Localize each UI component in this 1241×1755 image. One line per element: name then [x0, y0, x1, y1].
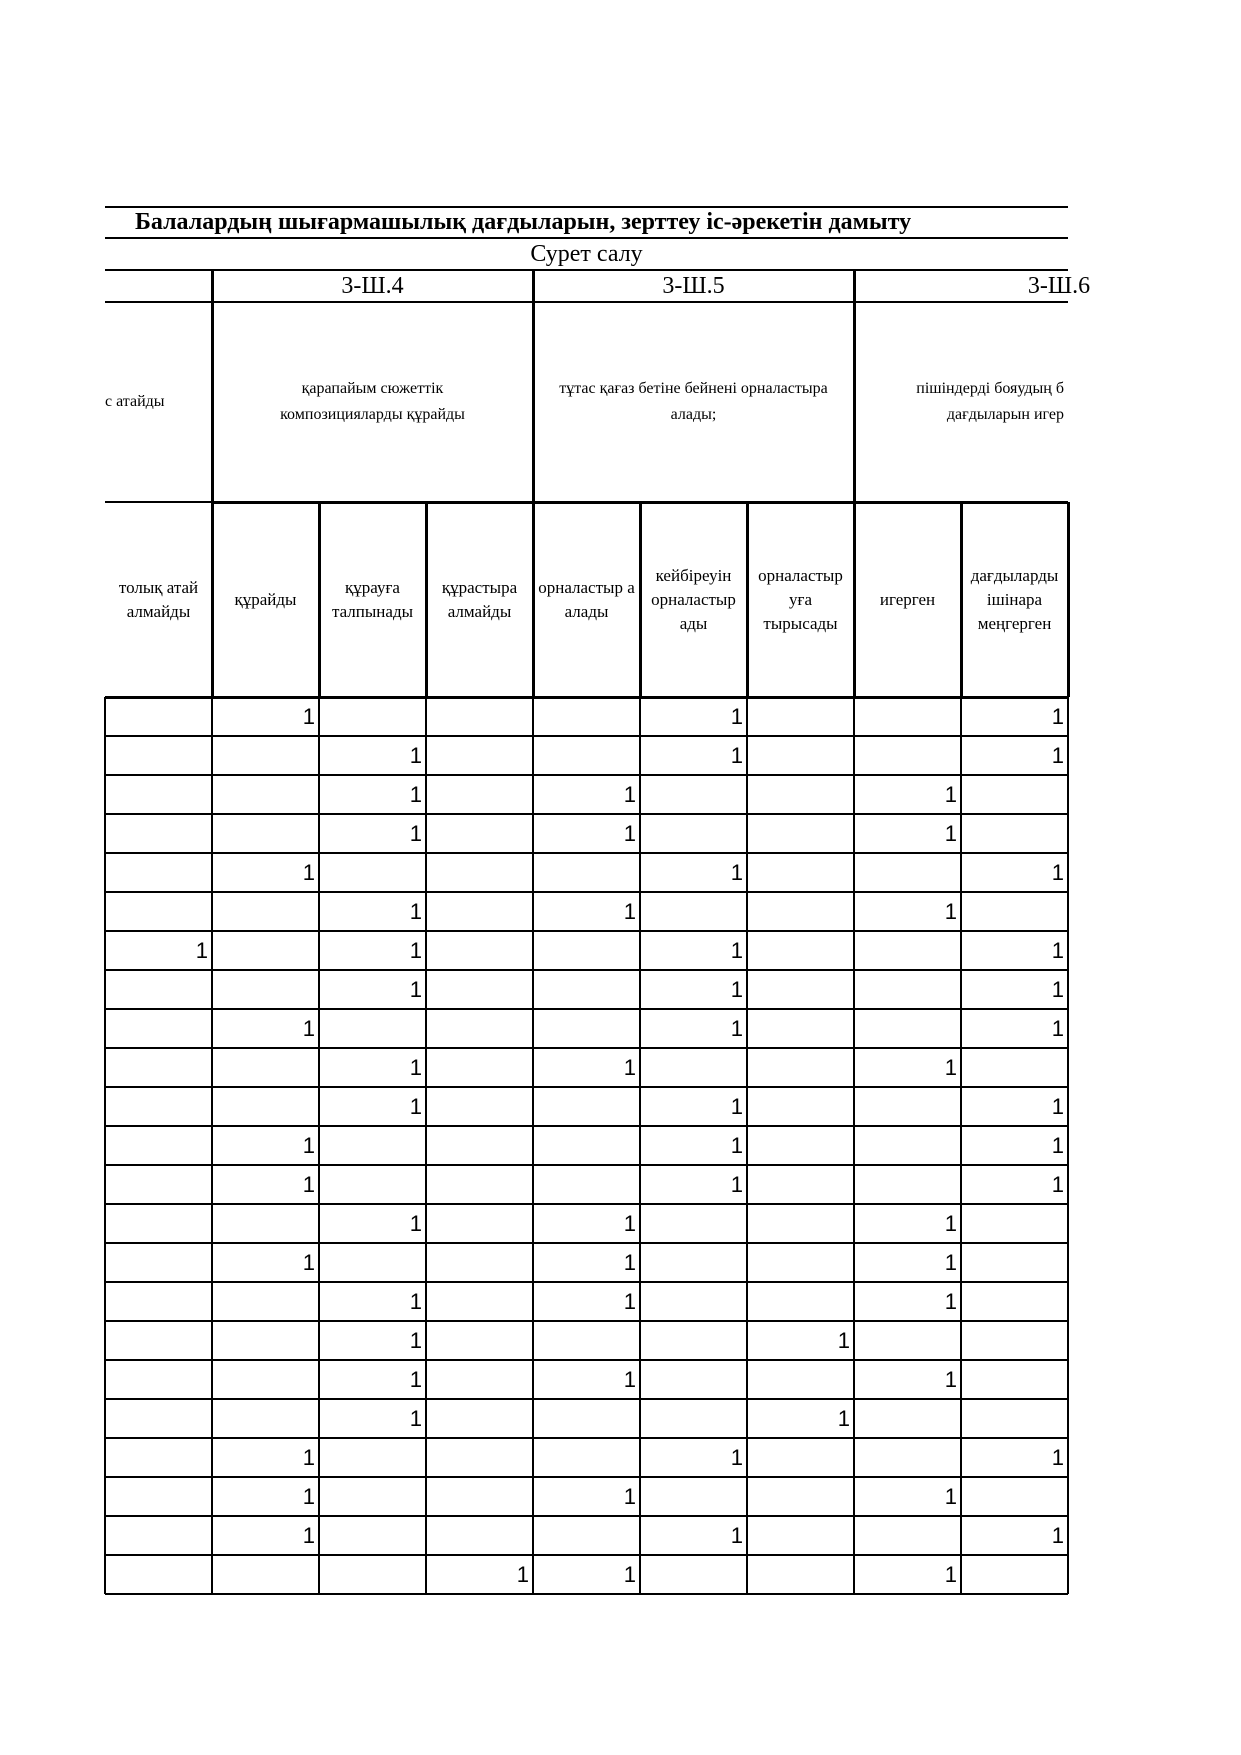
table-cell [961, 1360, 1068, 1399]
border-line [105, 1398, 1068, 1400]
table-cell [426, 1399, 533, 1438]
subheader-3-sh-6-2: дағдыларды ішінара меңгерген [970, 565, 1059, 633]
left-partial-description: с атайды [105, 393, 165, 410]
table-cell [212, 814, 319, 853]
border-line [105, 269, 1068, 271]
table-cell [533, 1438, 640, 1477]
border-line [532, 697, 534, 1594]
subheader-3-sh-5-2: кейбіреуін орналастыр ады [651, 565, 736, 633]
table-cell [426, 1204, 533, 1243]
table-cell: 1 [623, 820, 636, 846]
table-cell [854, 697, 961, 736]
table-cell [319, 1243, 426, 1282]
table-cell [747, 697, 854, 736]
table-cell [426, 1048, 533, 1087]
table-cell [640, 1243, 747, 1282]
table-cell: 1 [623, 1561, 636, 1587]
table-cell: 1 [1051, 1522, 1064, 1548]
table-cell: 1 [409, 820, 422, 846]
subheader-3-sh-4-2: құрауға талпынады [331, 577, 414, 621]
border-line [105, 501, 212, 503]
table-cell [747, 1243, 854, 1282]
border-line [318, 697, 320, 1594]
border-line [853, 697, 855, 1594]
table-cell [640, 1360, 747, 1399]
table-cell [747, 1126, 854, 1165]
border-line [425, 697, 427, 1594]
border-line [746, 697, 748, 1594]
table-cell [212, 892, 319, 931]
table-cell [533, 1087, 640, 1126]
table-cell: 1 [944, 898, 957, 924]
table-cell [961, 775, 1068, 814]
table-cell [105, 1126, 212, 1165]
table-cell [105, 1360, 212, 1399]
table-cell [747, 736, 854, 775]
table-cell: 1 [730, 1171, 743, 1197]
table-cell: 1 [730, 703, 743, 729]
table-cell [854, 1009, 961, 1048]
table-cell [212, 775, 319, 814]
border-line [105, 774, 1068, 776]
table-cell: 1 [302, 1483, 315, 1509]
table-cell [747, 1516, 854, 1555]
border-line [211, 270, 214, 697]
table-cell [105, 775, 212, 814]
table-cell [105, 1321, 212, 1360]
table-cell [105, 1399, 212, 1438]
table-cell: 1 [730, 1522, 743, 1548]
table-cell [854, 736, 961, 775]
table-cell: 1 [944, 820, 957, 846]
table-cell [212, 1399, 319, 1438]
table-cell [854, 1516, 961, 1555]
border-line [105, 1047, 1068, 1049]
subheader-3-sh-5-3: орналастыр уға тырысады [758, 565, 843, 633]
table-cell [533, 931, 640, 970]
subheader-3-sh-5-1: орналастыр а алады [538, 577, 635, 621]
table-cell [533, 736, 640, 775]
table-cell: 1 [195, 937, 208, 963]
table-cell [105, 1048, 212, 1087]
table-cell [319, 853, 426, 892]
table-cell [105, 1282, 212, 1321]
table-cell: 1 [302, 859, 315, 885]
table-cell: 1 [623, 1054, 636, 1080]
table-cell [747, 1165, 854, 1204]
border-line [105, 1086, 1068, 1088]
table-cell: 1 [302, 1249, 315, 1275]
table-cell: 1 [623, 1249, 636, 1275]
border-line [105, 852, 1068, 854]
table-cell [426, 1243, 533, 1282]
table-cell: 1 [623, 1288, 636, 1314]
table-cell [105, 853, 212, 892]
table-cell [319, 1438, 426, 1477]
table-cell: 1 [623, 781, 636, 807]
table-cell: 1 [623, 1210, 636, 1236]
table-cell [961, 1399, 1068, 1438]
table-cell: 1 [837, 1405, 850, 1431]
table-cell [105, 1009, 212, 1048]
border-line [1067, 502, 1070, 697]
table-cell: 1 [944, 781, 957, 807]
table-cell: 1 [302, 1522, 315, 1548]
border-line [105, 1476, 1068, 1478]
table-cell [533, 970, 640, 1009]
table-cell [854, 1321, 961, 1360]
table-cell: 1 [944, 1288, 957, 1314]
table-cell: 1 [409, 1288, 422, 1314]
page-title: Балалардың шығармашылық дағдыларын, зерттеу іс-әрекетін дамыту [135, 209, 912, 235]
border-line [104, 697, 106, 1594]
table-cell [105, 1204, 212, 1243]
table-cell [854, 1165, 961, 1204]
table-cell [533, 1126, 640, 1165]
table-cell [961, 1321, 1068, 1360]
table-cell: 1 [730, 1444, 743, 1470]
table-cell: 1 [409, 781, 422, 807]
table-cell [105, 1438, 212, 1477]
table-cell [747, 1438, 854, 1477]
border-line [105, 1164, 1068, 1166]
table-cell [961, 1555, 1068, 1594]
table-cell [426, 1321, 533, 1360]
table-cell: 1 [1051, 859, 1064, 885]
table-cell: 1 [1051, 937, 1064, 963]
border-line [639, 697, 641, 1594]
subheader-3-sh-4-3: құрастыра алмайды [441, 577, 518, 621]
group-description-3-sh-6: пішіндерді бояудың б дағдыларын игер [916, 380, 1064, 423]
table-cell: 1 [623, 898, 636, 924]
group-code-3-sh-5: 3-Ш.5 [662, 272, 725, 299]
border-line [425, 502, 428, 697]
table-cell [533, 853, 640, 892]
table-cell [212, 1360, 319, 1399]
table-cell [319, 1555, 426, 1594]
table-cell [533, 1165, 640, 1204]
section-subtitle: Сурет салу [530, 240, 643, 267]
table-cell: 1 [730, 1015, 743, 1041]
border-line [105, 1281, 1068, 1283]
table-cell [426, 853, 533, 892]
table-cell [426, 1438, 533, 1477]
table-cell: 1 [944, 1561, 957, 1587]
border-line [105, 1554, 1068, 1556]
table-cell: 1 [409, 1327, 422, 1353]
table-cell [747, 1555, 854, 1594]
border-line [746, 502, 749, 697]
border-line [105, 813, 1068, 815]
table-cell: 1 [409, 1366, 422, 1392]
table-cell: 1 [1051, 1171, 1064, 1197]
border-line [105, 696, 1068, 699]
table-cell: 1 [623, 1483, 636, 1509]
table-cell: 1 [409, 1210, 422, 1236]
table-cell [533, 1321, 640, 1360]
table-cell: 1 [409, 1405, 422, 1431]
table-cell [747, 970, 854, 1009]
table-cell [105, 736, 212, 775]
table-cell [961, 1243, 1068, 1282]
table-cell [533, 1009, 640, 1048]
table-cell [747, 1048, 854, 1087]
table-cell: 1 [302, 1171, 315, 1197]
table-cell [640, 775, 747, 814]
border-line [105, 1242, 1068, 1244]
table-cell [319, 1516, 426, 1555]
table-cell [212, 970, 319, 1009]
table-cell: 1 [1051, 1132, 1064, 1158]
table-cell: 1 [730, 976, 743, 1002]
table-cell: 1 [730, 859, 743, 885]
group-description-3-sh-4: қарапайым сюжеттік композицияларды құрайды [280, 380, 465, 423]
table-cell [533, 1516, 640, 1555]
table-cell [747, 1204, 854, 1243]
table-cell [426, 775, 533, 814]
table-cell [319, 1126, 426, 1165]
table-cell [640, 1048, 747, 1087]
table-cell: 1 [302, 1444, 315, 1470]
border-line [105, 206, 1068, 208]
border-line [105, 301, 1068, 303]
table-cell [105, 697, 212, 736]
table-cell [854, 1438, 961, 1477]
table-cell [640, 1399, 747, 1438]
table-cell [426, 1477, 533, 1516]
table-cell: 1 [1051, 1444, 1064, 1470]
table-cell: 1 [837, 1327, 850, 1353]
table-cell: 1 [944, 1483, 957, 1509]
table-cell: 1 [1051, 742, 1064, 768]
table-cell: 1 [944, 1210, 957, 1236]
table-cell [640, 1555, 747, 1594]
table-cell [426, 970, 533, 1009]
table-cell [747, 931, 854, 970]
table-cell [212, 1282, 319, 1321]
table-cell [640, 814, 747, 853]
table-cell: 1 [1051, 976, 1064, 1002]
table-cell [961, 814, 1068, 853]
border-line [318, 502, 321, 697]
group-description-3-sh-5: тұтас қағаз бетіне бейнені орналастыра алады; [559, 380, 828, 423]
subheader-3-sh-4-1: құрайды [234, 589, 297, 609]
table-cell: 1 [730, 1132, 743, 1158]
table-cell: 1 [944, 1249, 957, 1275]
subheader-3-sh-6-1: игерген [879, 589, 936, 609]
table-cell [640, 892, 747, 931]
table-cell [105, 814, 212, 853]
group-code-3-sh-6: 3-Ш.6 [1027, 272, 1091, 299]
table-cell [747, 775, 854, 814]
table-cell [747, 853, 854, 892]
table-cell [212, 1321, 319, 1360]
table-cell: 1 [302, 703, 315, 729]
subheader-left-partial: толық атай алмайды [118, 577, 199, 621]
table-cell [426, 1282, 533, 1321]
border-line [105, 1515, 1068, 1517]
table-cell [961, 892, 1068, 931]
table-cell: 1 [623, 1366, 636, 1392]
table-cell [319, 1477, 426, 1516]
table-cell: 1 [409, 1093, 422, 1119]
border-line [105, 1008, 1068, 1010]
table-cell: 1 [1051, 1015, 1064, 1041]
table-cell [854, 1126, 961, 1165]
table-cell [105, 1165, 212, 1204]
table-cell [426, 931, 533, 970]
table-cell [105, 892, 212, 931]
table-cell [212, 736, 319, 775]
table-cell [533, 697, 640, 736]
border-line [105, 1359, 1068, 1361]
table-cell [105, 1243, 212, 1282]
table-cell [640, 1477, 747, 1516]
table-cell [961, 1477, 1068, 1516]
table-cell: 1 [730, 937, 743, 963]
table-cell: 1 [409, 1054, 422, 1080]
table-cell [747, 1360, 854, 1399]
table-cell: 1 [944, 1366, 957, 1392]
table-cell [961, 1282, 1068, 1321]
table-cell [105, 1555, 212, 1594]
table-cell [319, 1009, 426, 1048]
table-cell [854, 853, 961, 892]
table-cell [105, 1477, 212, 1516]
table-cell [640, 1204, 747, 1243]
table-cell [212, 931, 319, 970]
table-cell [961, 1204, 1068, 1243]
table-cell: 1 [409, 976, 422, 1002]
border-line [105, 735, 1068, 737]
table-cell [426, 814, 533, 853]
border-line [105, 969, 1068, 971]
table-cell [105, 970, 212, 1009]
border-line [960, 502, 963, 697]
table-cell [426, 1165, 533, 1204]
table-cell [426, 736, 533, 775]
table-cell [212, 1087, 319, 1126]
border-line [105, 891, 1068, 893]
border-line [105, 1203, 1068, 1205]
table-cell: 1 [409, 742, 422, 768]
border-line [960, 697, 962, 1594]
table-cell [212, 1555, 319, 1594]
table-cell [426, 892, 533, 931]
border-line [105, 237, 1068, 239]
table-cell [747, 1009, 854, 1048]
table-cell [747, 814, 854, 853]
table-cell [854, 970, 961, 1009]
border-line [639, 502, 642, 697]
table-cell: 1 [1051, 703, 1064, 729]
table-cell [426, 1087, 533, 1126]
table-cell: 1 [409, 937, 422, 963]
table-cell [747, 892, 854, 931]
table-cell [319, 1165, 426, 1204]
border-line [211, 697, 213, 1594]
table-cell: 1 [1051, 1093, 1064, 1119]
table-cell [426, 1516, 533, 1555]
group-code-3-sh-4: 3-Ш.4 [341, 272, 404, 299]
table-cell: 1 [516, 1561, 529, 1587]
table-cell [961, 1048, 1068, 1087]
table-cell [640, 1282, 747, 1321]
table-cell [426, 1360, 533, 1399]
table-cell [105, 1087, 212, 1126]
table-cell: 1 [944, 1054, 957, 1080]
table-cell [747, 1282, 854, 1321]
table-cell [212, 1204, 319, 1243]
table-cell [747, 1477, 854, 1516]
border-line [105, 1125, 1068, 1127]
border-line [532, 270, 535, 697]
table-cell [426, 697, 533, 736]
border-line [105, 1593, 1068, 1595]
border-line [105, 1437, 1068, 1439]
table-cell: 1 [302, 1132, 315, 1158]
table-cell: 1 [409, 898, 422, 924]
border-line [105, 1320, 1068, 1322]
table-cell: 1 [730, 1093, 743, 1119]
table-cell [212, 1048, 319, 1087]
table-cell [426, 1009, 533, 1048]
table-cell [640, 1321, 747, 1360]
border-line [1067, 697, 1069, 1594]
border-line [105, 930, 1068, 932]
table-cell [854, 1087, 961, 1126]
table-cell [533, 1399, 640, 1438]
table-cell [854, 931, 961, 970]
table-cell [854, 1399, 961, 1438]
table-cell [426, 1126, 533, 1165]
table-cell [747, 1087, 854, 1126]
border-line [853, 270, 856, 697]
table-cell: 1 [302, 1015, 315, 1041]
table-cell: 1 [730, 742, 743, 768]
table-cell [319, 697, 426, 736]
table-cell [105, 1516, 212, 1555]
